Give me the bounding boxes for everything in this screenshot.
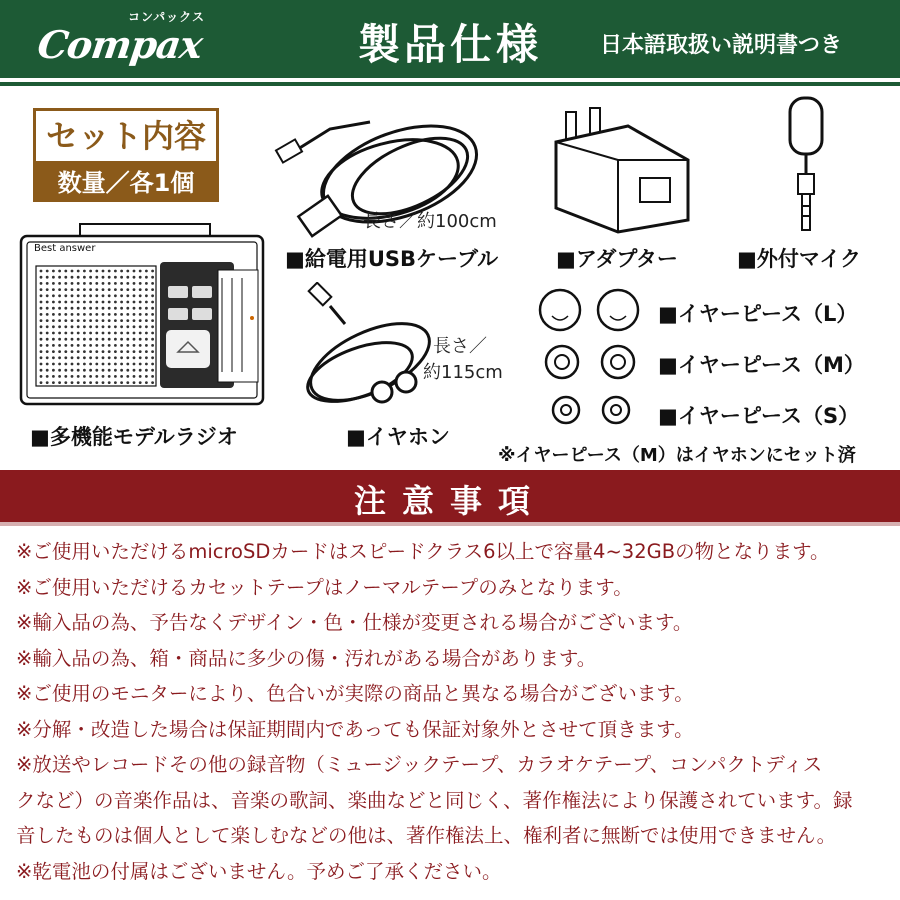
quantity-badge: 数量／各1個 — [33, 164, 219, 202]
notice-line: 音したものは個人として楽しむなどの他は、著作権法上、権利者に無断では使用できません。 — [16, 824, 837, 847]
notice-line: ※分解・改造した場合は保証期間内であっても保証対象外とさせて頂きます。 — [16, 717, 694, 741]
earphone-length-2: 約115cm — [423, 362, 503, 383]
earphone-caption: ■イヤホン — [346, 425, 450, 449]
logo-text: Compax — [34, 22, 205, 67]
set-contents-badge: セット内容 — [33, 108, 219, 164]
notice-line: ※ご使用いただけるカセットテープはノーマルテープのみとなります。 — [16, 575, 633, 599]
logo-kana: コンパックス — [128, 10, 206, 24]
notice-title: 注意事項 — [353, 482, 546, 520]
earpiece-l-caption: ■イヤーピース（L） — [658, 302, 858, 326]
notice-line: ※輸入品の為、箱・商品に多少の傷・汚れがある場合があります。 — [16, 646, 597, 670]
notice-line: ※輸入品の為、予告なくデザイン・色・仕様が変更される場合がございます。 — [16, 611, 693, 634]
page-title: 製品仕様 — [357, 20, 542, 69]
earpiece-note: ※イヤーピース（M）はイヤホンにセット済 — [498, 445, 856, 466]
earpiece-m-caption: ■イヤーピース（M） — [658, 353, 865, 377]
adapter-caption: ■アダプター — [556, 247, 678, 271]
radio-brand-label: Best answer — [34, 243, 96, 254]
notice-divider — [0, 522, 900, 526]
notice-line: ※乾電池の付属はございません。予めご了承ください。 — [16, 859, 502, 883]
earpieces-illustration — [538, 286, 642, 428]
earphone-illustration — [290, 282, 450, 422]
brand-logo — [36, 8, 246, 70]
radio-caption: ■多機能モデルラジオ — [30, 425, 238, 449]
earphone-length-1: 長さ／ — [433, 336, 487, 357]
notice-line: ※放送やレコードその他の録音物（ミュージックテープ、カラオケテープ、コンパクトディス — [16, 753, 823, 776]
notice-line: ※ご使用のモニターにより、色合いが実際の商品と異なる場合がございます。 — [16, 682, 694, 705]
usb-length: 長さ／約100cm — [363, 211, 497, 232]
earpiece-s-caption: ■イヤーピース（S） — [658, 404, 860, 428]
usb-caption: ■給電用USBケーブル — [285, 247, 499, 271]
mic-caption: ■外付マイク — [737, 247, 862, 271]
notice-line: ※ご使用いただけるmicroSDカードはスピードクラス6以上で容量4~32GBの物となります。 — [16, 540, 830, 563]
page-subtitle: 日本語取扱い説明書つき — [600, 33, 843, 58]
notice-line: クなど）の音楽作品は、音楽の歌詞、楽曲などと同じく、著作権法により保護されています。録 — [16, 788, 853, 812]
mic-illustration — [782, 94, 832, 234]
notice-list — [16, 534, 894, 889]
adapter-illustration — [548, 100, 698, 235]
